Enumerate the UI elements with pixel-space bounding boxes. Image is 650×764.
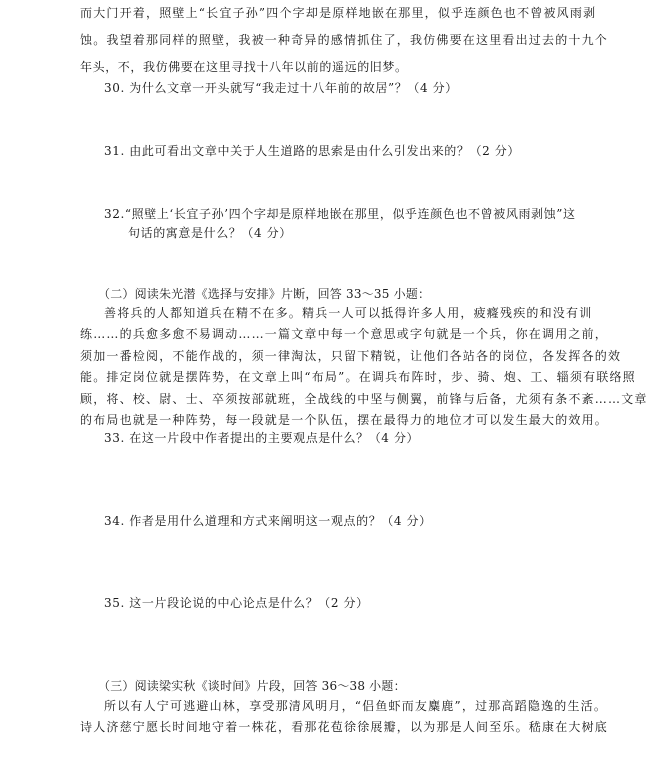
question-31: 31. 由此可看出文章中关于人生道路的思索是由什么引发出来的？（2 分）	[104, 144, 520, 158]
section-2-heading: （二）阅读朱光潜《选择与安排》片断，回答 33～35 小题：	[98, 287, 431, 301]
passage1-line-1: 而大门开着，照壁上“长宜子孙”四个字却是原样地嵌在那里，似乎连颜色也不曾被风雨剥	[80, 6, 597, 20]
section-2-line-6: 的布局也就是一种阵势，每一段就是一个队伍，摆在最得力的地位才可以发生最大的效用。	[80, 413, 609, 427]
section-2-line-2: 练……的兵愈多愈不易调动……一篇文章中每一个意思或字句就是一个兵，你在调用之前，	[80, 327, 609, 341]
question-30: 30. 为什么文章一开头就写“我走过十八年前的故居”？（4 分）	[104, 81, 458, 95]
section-3-line-2: 诗人济慈宁愿长时间地守着一株花，看那花苞徐徐展瓣，以为那是人间至乐。嵇康在大树底	[80, 720, 609, 734]
section-2-line-3: 须加一番检阅，不能作战的，须一律淘汰，只留下精锐，让他们各站各的岗位，各发挥各的效	[80, 349, 622, 363]
question-32-line-1: 32.“照壁上‘长宜子孙’四个字却是原样地嵌在那里，似乎连颜色也不曾被风雨剥蚀”这	[104, 207, 576, 221]
section-3-line-1: 所以有人宁可逃避山林，享受那清风明月，“侣鱼虾而友麋鹿”，过那高蹈隐逸的生活。	[104, 699, 608, 713]
section-3-heading: （三）阅读梁实秋《谈时间》片段，回答 36～38 小题：	[98, 679, 406, 693]
question-32-line-2: 句话的寓意是什么？（4 分）	[128, 226, 292, 240]
section-2-line-5: 顾，将、校、尉、士、卒须按部就班，全战线的中坚与侧翼，前锋与后备，尤须有条不紊……文章	[80, 392, 648, 406]
passage1-line-3: 年头，不，我仿佛要在这里寻找十八年以前的遥远的旧梦。	[80, 60, 408, 74]
section-2-line-4: 能。排定岗位就是摆阵势，在文章上叫“布局”。在调兵布阵时，步、骑、炮、工、辎须有联络照	[80, 370, 636, 384]
section-2-line-1: 善将兵的人都知道兵在精不在多。精兵一人可以抵得许多人用，疲癃残疾的和没有训	[104, 306, 593, 320]
passage1-line-2: 蚀。我望着那同样的照壁，我被一种奇异的感情抓住了，我仿佛要在这里看出过去的十九个	[80, 33, 609, 47]
question-33: 33. 在这一片段中作者提出的主要观点是什么？（4 分）	[104, 431, 420, 445]
question-34: 34. 作者是用什么道理和方式来阐明这一观点的？（4 分）	[104, 514, 432, 528]
question-35: 35. 这一片段论说的中心论点是什么？（2 分）	[104, 596, 369, 610]
